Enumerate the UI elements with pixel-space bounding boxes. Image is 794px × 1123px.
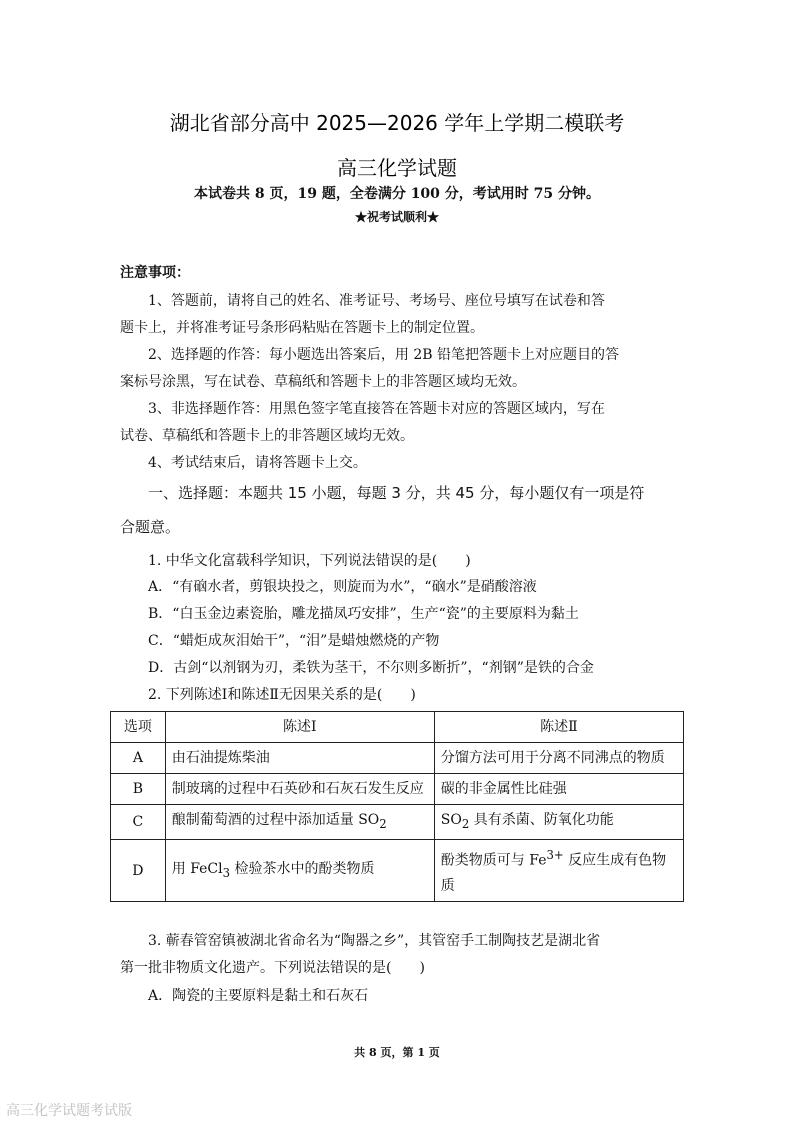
q2-table — [110, 711, 684, 902]
q3-option-a: A．陶瓷的主要原料是黏土和石灰石 — [148, 988, 369, 1004]
row-option: B — [111, 774, 166, 805]
notes-heading: 注意事项： — [120, 265, 190, 281]
watermark: 高三化学试题考试版 — [6, 1103, 132, 1119]
row-statement-2: 分馏方法可用于分离不同沸点的物质 — [434, 743, 683, 774]
subscript: 2 — [461, 816, 470, 831]
q1-option-a: A．“有硇水者，剪银块投之，则旋而为水”，“硇水”是硝酸溶液 — [148, 579, 537, 595]
q1-option-d: D．古剑“以剂钢为刃，柔铁为茎干，不尔则多断折”，“剂钢”是铁的合金 — [148, 660, 594, 676]
notes-line-5: 3、非选择题作答：用黑色签字笔直接答在答题卡对应的答题区域内，写在 — [148, 401, 605, 417]
notes-line-7: 4、考试结束后，请将答题卡上交。 — [148, 455, 367, 471]
section-heading-line-1: 一、选择题：本题共 15 小题，每题 3 分，共 45 分，每小题仅有一项是符 — [148, 484, 645, 502]
statement-text: 酿制葡萄酒的过程中添加适量 SO — [171, 812, 380, 828]
table-row — [111, 743, 684, 774]
row-option: A — [111, 743, 166, 774]
superscript: 3+ — [546, 847, 564, 862]
notes-line-2: 题卡上，并将准考证号条形码粘贴在答题卡上的制定位置。 — [120, 320, 484, 336]
notes-line-4: 案标号涂黑，写在试卷、草稿纸和答题卡上的非答题区域均无效。 — [120, 374, 526, 390]
header-option: 选项 — [111, 712, 166, 743]
table-row — [111, 839, 684, 902]
exam-subtitle: 高三化学试题 — [337, 156, 457, 180]
table-row — [111, 774, 684, 805]
row-statement-1: 由石油提炼柴油 — [165, 743, 434, 774]
row-option: D — [111, 839, 166, 902]
notes-line-1: 1、答题前，请将自己的姓名、准考证号、考场号、座位号填写在试卷和答 — [148, 293, 605, 309]
page-footer: 共 8 页，第 1 页 — [354, 1046, 440, 1059]
row-statement-1 — [165, 805, 434, 840]
statement-text: 用 FeCl — [171, 860, 223, 877]
notes-line-6: 试卷、草稿纸和答题卡上的非答题区域均无效。 — [120, 428, 414, 444]
row-statement-2 — [434, 805, 683, 840]
section-heading-line-2: 合题意。 — [120, 518, 181, 536]
row-statement-2 — [434, 839, 683, 902]
exam-wish: ★祝考试顺利★ — [354, 210, 439, 224]
q1-option-c: C．“蜡炬成灰泪始干”，“泪”是蜡烛燃烧的产物 — [148, 633, 440, 649]
q1-option-b: B．“白玉金边素瓷胎，雕龙描凤巧安排”，生产“瓷”的主要原料为黏土 — [148, 606, 579, 622]
statement-text-rest: 具有杀菌、防氧化功能 — [469, 812, 614, 828]
exam-title: 湖北省部分高中 2025—2026 学年上学期二模联考 — [169, 111, 625, 135]
statement-text: SO — [440, 812, 462, 828]
header-statement-2: 陈述Ⅱ — [434, 712, 683, 743]
statement-text-rest: 检验茶水中的酚类物质 — [230, 860, 375, 877]
q3-line-1: 3. 蕲春管窑镇被湖北省命名为“陶器之乡”，其管窑手工制陶技艺是湖北省 — [148, 933, 601, 949]
notes-line-3: 2、选择题的作答：每小题选出答案后，用 2B 铅笔把答题卡上对应题目的答 — [148, 347, 620, 363]
exam-info: 本试卷共 8 页，19 题，全卷满分 100 分，考试用时 75 分钟。 — [193, 186, 601, 202]
row-statement-1: 制玻璃的过程中石英砂和石灰石发生反应 — [165, 774, 434, 805]
q2-stem: 2. 下列陈述Ⅰ和陈述Ⅱ无因果关系的是( ) — [148, 687, 416, 703]
q1-stem: 1. 中华文化富载科学知识，下列说法错误的是( ) — [148, 553, 471, 569]
header-statement-1: 陈述Ⅰ — [165, 712, 434, 743]
row-statement-2: 碳的非金属性比硅强 — [434, 774, 683, 805]
table-row — [111, 805, 684, 840]
subscript: 3 — [222, 865, 231, 880]
statement-text: 酚类物质可与 Fe — [440, 852, 547, 869]
subscript: 2 — [379, 816, 387, 831]
row-option: C — [111, 805, 166, 840]
row-statement-1 — [165, 839, 434, 902]
q3-line-2: 第一批非物质文化遗产。下列说法错误的是( ) — [120, 960, 425, 976]
table-header-row — [111, 712, 684, 743]
statement-text-rest: 反应生成有色物质 — [440, 852, 667, 895]
